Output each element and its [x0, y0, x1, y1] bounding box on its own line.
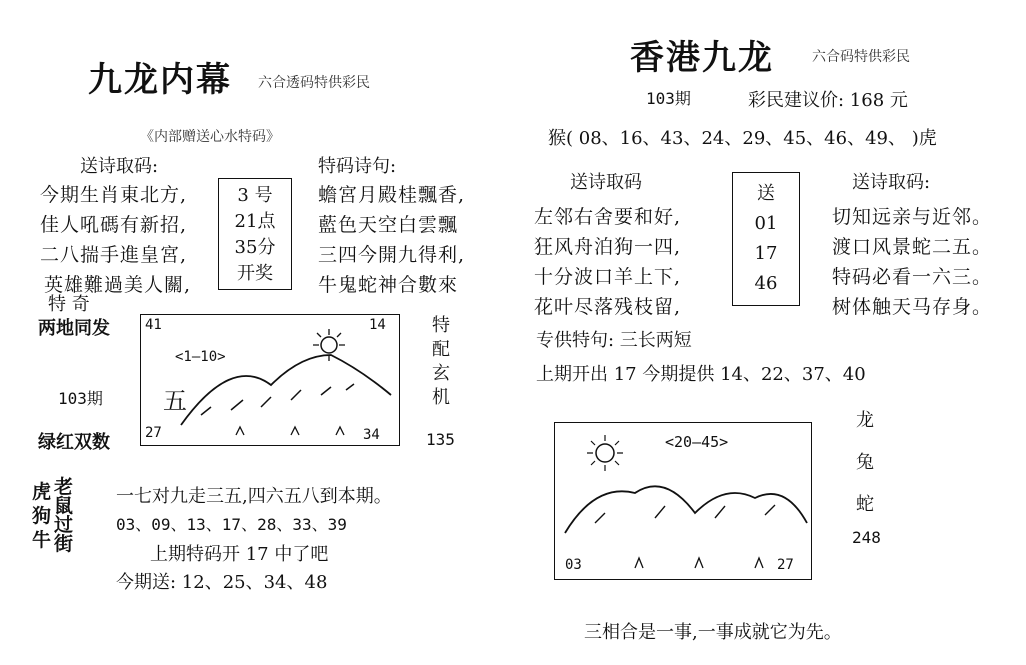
left-poem-left	[40, 180, 191, 300]
side-char: 配	[432, 339, 450, 360]
poem-line: 藍色天空白雲飄	[318, 214, 459, 236]
right-period: 103期	[646, 89, 691, 108]
poem-line: 牛鬼蛇神合數來	[318, 274, 459, 296]
right-last-period: 上期开出 17 今期提供 14、22、37、40	[536, 364, 866, 385]
left-period: 103期	[58, 389, 103, 408]
poem-line: 三四今開九得利,	[318, 244, 466, 266]
right-label-right: 送诗取码:	[852, 172, 931, 193]
sketch-bl: 27	[145, 425, 162, 441]
left-poem-right	[318, 180, 465, 300]
side-char: 特	[432, 315, 450, 336]
left-line3: 上期特码开 17 中了吧	[150, 544, 329, 565]
sketch-mid: <1—10>	[175, 349, 226, 365]
poem-line: 特码必看一六三。	[832, 266, 993, 288]
poem-line: 渡口风景蛇二五。	[832, 236, 993, 258]
left-zodiac-col1	[32, 480, 52, 552]
left-title: 九龙内幕	[88, 60, 232, 100]
left-line2: 03、09、13、17、28、33、39	[116, 515, 347, 534]
sketch-top: <20—45>	[665, 433, 729, 451]
left-poem-label-right: 特码诗句:	[318, 156, 397, 177]
zodiac-char: 过	[54, 514, 75, 536]
right-subtitle: 六合码特供彩民	[812, 49, 910, 65]
side-char: 龙	[856, 410, 874, 431]
side-char: 蛇	[856, 494, 874, 515]
left-header-note: 《内部赠送心水特码》	[140, 129, 280, 145]
box-line: 3 号	[237, 185, 273, 206]
poem-line: 树体触天马存身。	[832, 296, 993, 318]
box-line: 21点	[234, 211, 276, 232]
side-char: 兔	[856, 452, 874, 473]
right-poem-left	[534, 202, 681, 322]
poem-line: 今期生肖東北方,	[40, 184, 188, 206]
left-two-places: 两地同发	[38, 318, 110, 339]
left-special-label: 特 奇	[48, 294, 90, 315]
right-special: 专供特句: 三长两短	[536, 330, 692, 351]
poem-line: 佳人吼碼有新招,	[40, 214, 188, 236]
poem-line: 花叶尽落残枝留,	[534, 296, 682, 318]
right-footer: 三相合是一事,一事成就它为先。	[584, 622, 842, 643]
box-line: 送	[757, 183, 775, 204]
side-char: 玄	[432, 363, 450, 384]
sketch-bl: 03	[565, 557, 582, 573]
sketch-br: 27	[777, 557, 794, 573]
zodiac-char: 鼠	[54, 495, 75, 517]
left-side-vertical	[432, 314, 450, 410]
box-line: 35分	[234, 237, 276, 258]
poem-line: 二八揣手進皇宮,	[40, 244, 188, 266]
box-line: 46	[754, 273, 778, 294]
poem-line: 蟾宮月殿桂飄香,	[318, 184, 466, 206]
zodiac-char: 街	[54, 533, 75, 555]
left-side-number: 135	[426, 430, 455, 449]
right-side-vertical	[856, 400, 874, 526]
poem-line: 狂风舟泊狗一四,	[534, 236, 682, 258]
sketch-char: 五	[163, 387, 187, 415]
left-line4: 今期送: 12、25、34、48	[116, 572, 328, 593]
box-line: 开奖	[237, 263, 273, 284]
right-title: 香港九龙	[630, 38, 774, 78]
right-price: 彩民建议价: 168 元	[748, 90, 908, 111]
right-label-left: 送诗取码	[570, 172, 642, 193]
poem-line: 左邻右舍要和好,	[534, 206, 682, 228]
sketch-tl: 41	[145, 317, 162, 333]
right-send-box	[732, 172, 800, 306]
zodiac-char: 虎	[32, 481, 53, 503]
left-poem-label: 送诗取码:	[80, 156, 159, 177]
poem-line: 十分波口羊上下,	[534, 266, 682, 288]
zodiac-char: 牛	[32, 529, 53, 551]
sketch-br: 34	[363, 427, 380, 443]
left-zodiac-col2	[54, 478, 74, 554]
right-monkey-line: 猴( 08、16、43、24、29、45、46、49、 )虎	[548, 128, 937, 149]
sketch-tr: 14	[369, 317, 386, 333]
left-sketch-drawing	[141, 315, 399, 445]
box-line: 01	[754, 213, 778, 234]
right-side-number: 248	[852, 528, 881, 547]
side-char: 机	[432, 387, 450, 408]
zodiac-char: 老	[54, 476, 75, 498]
left-line1: 一七对九走三五,四六五八到本期。	[116, 486, 392, 507]
poem-line: 英雄難過美人關,	[44, 274, 192, 296]
poem-line: 切知远亲与近邻。	[832, 206, 993, 228]
box-line: 17	[754, 243, 778, 264]
left-time-box	[218, 178, 292, 290]
right-sketch	[554, 422, 812, 580]
left-green-red: 绿红双数	[38, 432, 110, 453]
zodiac-char: 狗	[32, 505, 53, 527]
right-poem-right	[832, 202, 992, 322]
left-subtitle: 六合透码特供彩民	[258, 75, 370, 91]
left-sketch	[140, 314, 400, 446]
